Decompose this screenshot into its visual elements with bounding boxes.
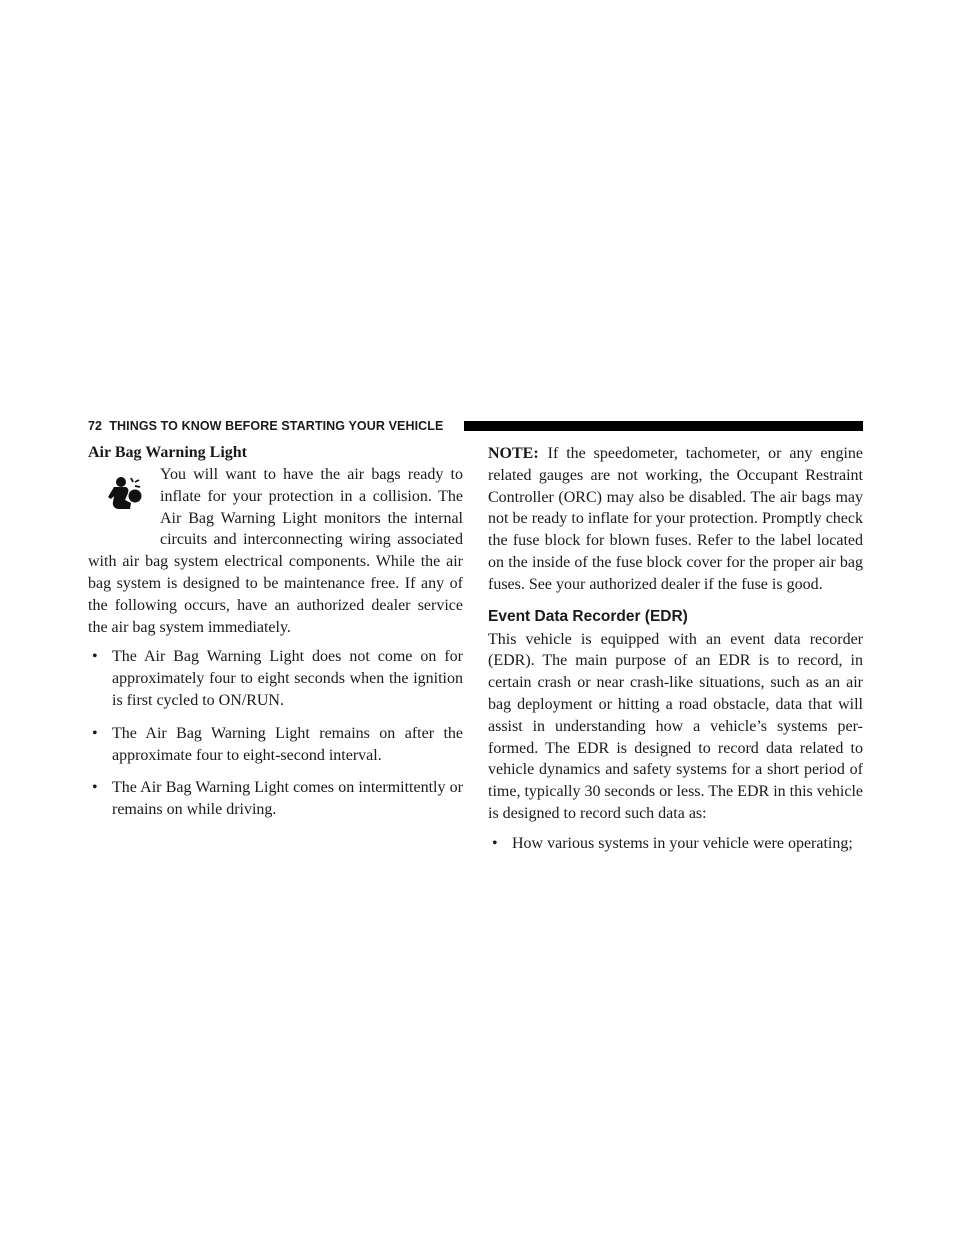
list-item [488,833,863,855]
left-column [88,443,463,832]
list-item [88,646,463,711]
air-bag-intro-text: You will want to have the air bags ready to inflate for your protection in a collision. The Air Bag Warning Light monitors the internal circuits and interconnecting wiring associated with air bag system electrical components. While the air bag system is designed to be maintenance free. If any of the following occurs, have an authorized dealer service the air bag system immediately. [88,466,463,636]
bullet-mark: • [92,648,98,666]
page-header [88,418,863,434]
section-title: THINGS TO KNOW BEFORE STARTING YOUR VEHICLE [109,419,444,433]
edr-data-list [488,833,863,855]
list-item-text: The Air Bag Warning Light remains on after the approximate four to eight-second interval. [112,724,463,764]
edr-body-text: This vehicle is equipped with an event data recorder (EDR). The main purpose of an EDR is to record, in certain crash or near crash-like situations, such as an air bag deployment or hitting a road obstacle, data that will assist in understanding how a vehicle’s systems per-formed. The EDR is designed to record data related to vehicle dynamics and safety systems for a short period of time, typically 30 seconds or less. The EDR in this vehicle is designed to record such data as: [488,630,863,822]
header-rule [464,421,863,431]
list-item-text: The Air Bag Warning Light comes on intermittently or remains on while driving. [112,779,463,819]
air-bag-intro-block [88,464,463,638]
list-item [88,777,463,821]
note-text: If the speedometer, tachometer, or any engine related gauges are not working, the Occupant Restraint Controller (ORC) may also be disabled. The air bags may not be ready to inflate for your protection. Promptly check the fuse block for blown fuses. Refer to the label located on the inside of the fuse block cover for the proper air bag fuses. See your authorized dealer if the fuse is good. [488,445,863,593]
air-bag-conditions-list [88,646,463,821]
bullet-mark: • [492,834,498,852]
header-label [88,418,443,434]
bullet-mark: • [92,779,98,797]
right-column [488,443,863,866]
note-label: NOTE: [488,445,539,462]
edr-heading: Event Data Recorder (EDR) [488,607,688,625]
bullet-mark: • [92,724,98,742]
list-item-text: How various systems in your vehicle were operating; [512,834,853,852]
list-item-text: The Air Bag Warning Light does not come on for approximately four to eight seconds when the ignition is first cycled to ON/RUN. [112,648,463,709]
page-number: 72 [88,419,103,433]
air-bag-warning-heading: Air Bag Warning Light [88,444,247,461]
list-item [88,723,463,767]
air-bag-warning-icon [88,464,160,551]
note-paragraph [488,443,863,596]
